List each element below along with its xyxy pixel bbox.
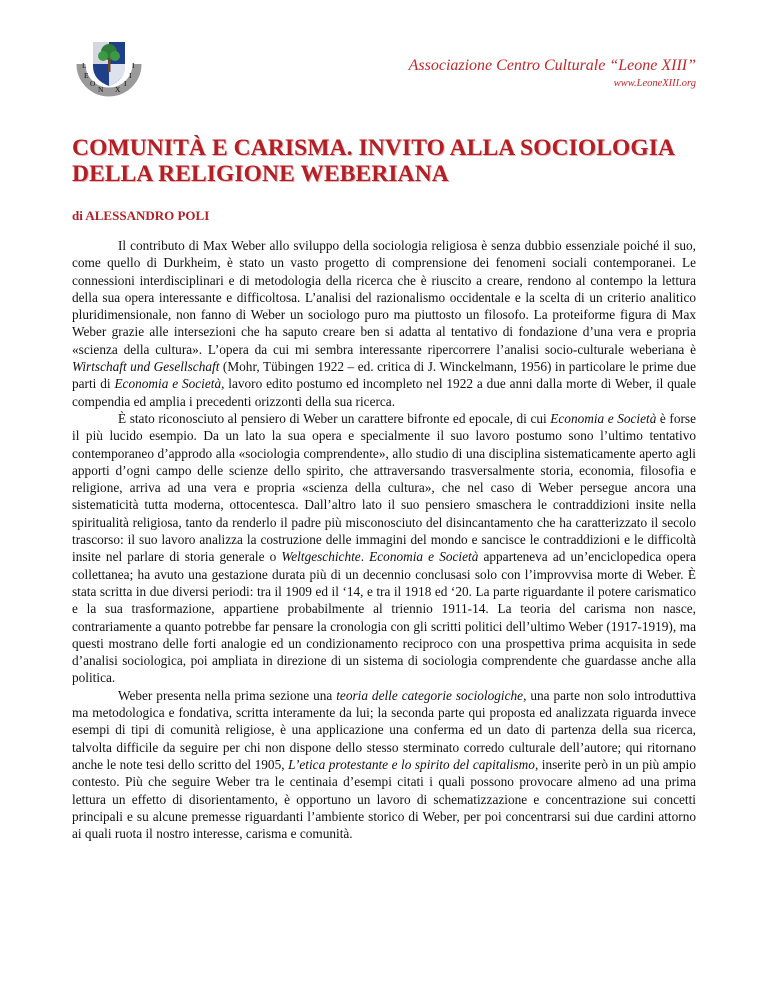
association-name: Associazione Centro Culturale “Leone XIII” [408,57,696,74]
text-run: apparteneva ad un’enciclopedica opera collettanea; ha avuto una gestazione durata più di un decennio conclusasi solo con l’improvvisa morte di Weber. È stata scritta in due diversi periodi: tra il 1909 ed il ‘14, e tra il 1918 ed ‘20. La parte riguardante il potere carismatico e la sua trasformazione, appartiene probabilmente al triennio 1911-14. La teoria del carisma non nasce, contrariamente a quanto potrebbe far pensare la cronologia con gli scritti politici dell’ultimo Weber (1917-1919), ma questi mostrano delle forti analogie ed un condizionamento reciproco con una prospettiva prima acquisita in sede d’analisi sociologica, poi ampliata in direzione di un sistema di sociologia comprendente che guardasse anche alla politica. [72,549,696,686]
svg-text:E: E [84,71,89,80]
text-run: è forse il più lucido esempio. Da un lato la sua opera e specialmente il suo lavoro postumo sono l’ultimo tentativo contemporaneo d’approdo alla «sociologia comprendente», allo studio di una disciplina sistematicamente aperto agli apporti d’ogni campo delle scienze dello spirito, che attraversando trasversalmente storia, economia, filosofia e religione, arriva ad una vera e propria «scienza della cultura», che nel caso di Weber persegue ancora una sistematicità tutta moderna, ottocentesca. Dall’altro lato il suo pensiero smaschera le contraddizioni insite nella spiritualità religiosa, tanto da renderlo il padre più misconosciuto del disincantamento che ha caratterizzato il secolo trascorso: il suo lavoro analizza la costruzione delle immagini del mondo e sancisce le contraddizioni e le difficoltà insite nel parlare di storia generale o [72,410,696,565]
association-logo [73,38,145,100]
italic-text: Wirtschaft und Gesellschaft [72,359,220,375]
text-run: È stato riconosciuto al pensiero di Weber un carattere bifronte ed epocale, di cui [118,410,551,426]
svg-text:L: L [82,61,87,70]
italic-text: Weltgeschichte [281,549,361,565]
text-run: , una parte non solo introduttiva ma metodologica e fondativa, scritta interamente da lui; la seconda parte qui proposta ed analizzata riguarda invece esempi di tipi di comunità religiose, è una applicazione una conferma ed un dato di partenza della sua ricerca, talvolta difficile da seguire per chi non dispone dello stesso sterminato corredo culturale dell’autore; qui ritornano anche le note tesi dello scritto del 1905, [72,687,696,772]
svg-text:X: X [115,85,121,94]
italic-text: Economia e Società [114,376,222,392]
text-run: Il contributo di Max Weber allo sviluppo della sociologia religiosa è senza dubbio essenziale poiché il suo, come quello di Durkheim, è stato un vasto progetto di comprensione dei fenomeni sociali contemporanei. Le connessioni interdisciplinari e di metodologia della ricerca che è riuscito a creare, rendono al contempo la lettura della sua opera interessante e difficoltosa. L’analisi del razionalismo occidentale e la scelta di un criterio analitico pluridimensionale, non fanno di Weber un sociologo puro ma piuttosto un filosofo. La proteiforme figura di Max Weber grazie alle intersezioni che ha saputo creare ben si adatta al tentativo di fondazione d’una vera e propria «scienza della cultura». L’opera da cui mi sembra interessante ripercorrere l’analisi socio-culturale weberiana è [72,238,696,357]
italic-text: L’etica protestante e lo spirito del capitalismo [288,756,535,772]
article-author: di ALESSANDRO POLI [72,208,210,223]
article-body [72,237,696,842]
italic-text: teoria delle categorie sociologiche [336,687,524,703]
logo-shield-quarter-2 [109,64,125,86]
svg-text:I: I [124,79,127,88]
text-run: , inserite però in un più ampio contesto. Più che seguire Weber tra le centinaia d’esempi citati i quali possono provocare almeno ad una prima lettura un effetto di disorientamento, è opportuno un lavoro di schematizzazione e concentrazione sui concetti principali e su alcune premesse riguardanti l’ambiente storico di Weber, per poi concentrarsi sui due cardini attorno ai quali ruota il nostro interesse, carisma e comunità. [72,756,696,842]
italic-text: Economia e Società [550,410,657,426]
text-run: . [360,549,370,565]
association-website: www.LeoneXIII.org [613,78,696,89]
text-run: Weber presenta nella prima sezione una [118,687,337,703]
text-run: (Mohr, Tübingen 1922 – ed. critica di J. Winckelmann, 1956) in particolare le prime due parti di [72,359,696,392]
svg-text:I: I [129,71,132,80]
italic-text: Economia e Società [369,549,479,565]
paragraph [72,687,696,843]
paragraph [72,410,696,687]
svg-text:I: I [132,61,135,70]
text-run: , lavoro edito postumo ed incompleto nel 1922 a due anni dalla morte di Weber, il quale compendia ed amplia i precedenti orizzonti della sua ricerca. [72,376,696,409]
svg-text:O: O [90,79,96,88]
article-title: COMUNITÀ E CARISMA. INVITO ALLA SOCIOLOGIA DELLA RELIGIONE WEBERIANA [72,135,674,187]
association-header [409,57,696,89]
paragraph [72,237,696,410]
svg-text:N: N [98,85,104,94]
